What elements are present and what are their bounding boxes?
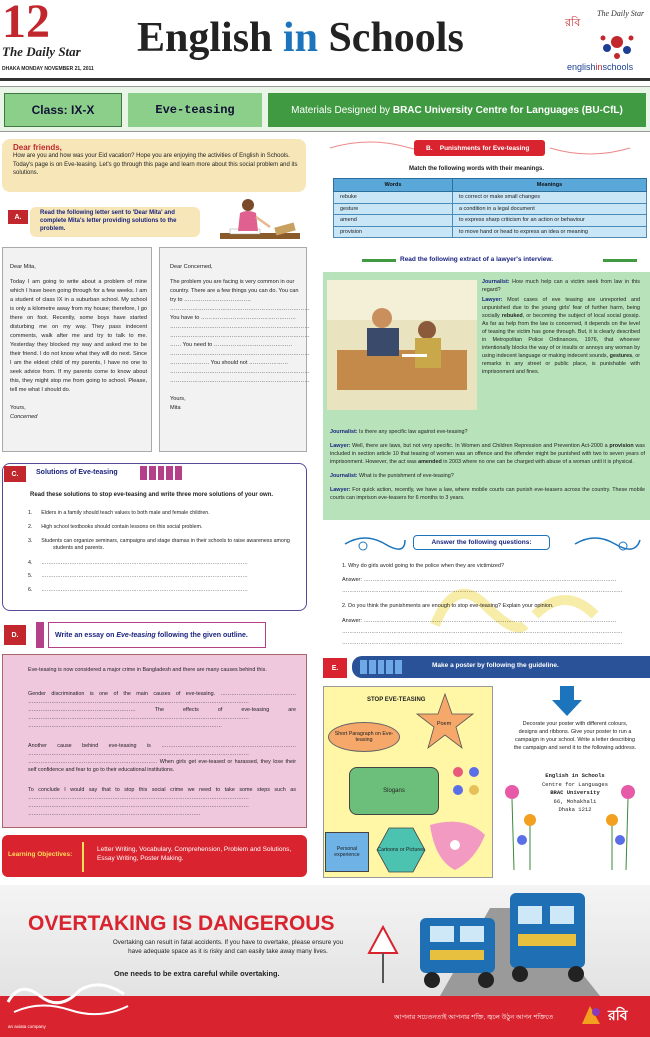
word-cell: amend [334, 215, 453, 227]
d-title-topic: Eve-teasing [116, 631, 156, 639]
dateline: DHAKA MONDAY NOVEMBER 21, 2011 [2, 66, 94, 72]
lawyer-interview-illustration-icon [327, 280, 477, 410]
lawyer-a1-part3: , or remarks in any street or public place, is punishable with imprisonment and fines. [482, 353, 640, 375]
solution-num: 4. [28, 560, 33, 566]
essay-p3[interactable]: Another cause behind eve-teasing is ………………………………………………………………… …………………………………………………………………………………………………………… ……………………………………………………………… When girls get eve-teased or harassed, they lose their self confidence and fear to go to their educational institutions. [28, 743, 296, 773]
col-meanings: Meanings [452, 179, 646, 192]
letter-to-mita-text [10, 263, 147, 422]
solution-blank[interactable] [28, 560, 298, 567]
logo-schools: schools [602, 62, 634, 72]
issue-number: 12 [2, 0, 50, 48]
title-schools: Schools [317, 15, 464, 61]
poster-heading: STOP EVE-TEASING [367, 697, 426, 703]
letter1-salutation: Dear Mita, [10, 264, 36, 270]
ad-company: an axiata company [8, 1024, 46, 1029]
ad-slogan: আপনার সচেতনতাই আপনার শক্তি, জ্বলে উঠুন আপন শক্তিতে [394, 1014, 554, 1021]
girl-writing-illustration-icon [200, 195, 306, 245]
match-table [333, 178, 647, 238]
section-e-label: E. [323, 658, 347, 678]
title-english: English [137, 15, 283, 61]
lawyer-a3: For quick action, recently, we have a law, where mobile courts can punish eve-teasers across the country. These mobile courts can imprison eve-teasers for 6 months to 3 years. [330, 487, 645, 501]
newspaper-name: The Daily Star [2, 44, 81, 59]
meaning-cell: to move hand or head to express an idea or meaning [452, 226, 646, 238]
letter2-line2[interactable]: ………………………………………………………………… [170, 306, 310, 312]
solution-num: 2. [28, 524, 33, 530]
addr-line2: Centre for Languages [541, 780, 608, 788]
flowers-decor-icon [500, 780, 640, 875]
poster-guideline: Decorate your poster with different colours, designs and ribbons. Give your poster to run a campaign in your school. Write a letter describing the campaign and send it to the following address. [513, 721, 637, 751]
learning-objectives-text: Letter Writing, Vocabulary, Comprehension, Problem and Solutions, Essay Writing, Poster Making. [97, 846, 292, 862]
solution-text: Students can organize seminars, campaigns and stage dramas in their schools to raise awareness among students and parents. [41, 538, 290, 551]
intro-text: How are you and how was your Eid vacation? Hope you are enjoying the activities of English in Schools. Today's page is on Eve-teasing. Let's go through this page and learn more about this social problem and its solutions. [13, 153, 298, 176]
letter2-line10[interactable]: ………………………………………………………………… [170, 378, 310, 384]
lawyer-a1-part1: Most cases of eve teasing are unreported and unpunished due to the young girls' fear of further harm, being socially [482, 297, 640, 319]
solution-item [28, 538, 298, 552]
answer-dots: ………………………………………………………………………………………………………………………… [363, 577, 617, 583]
bangla-calligraphy-logo-icon [0, 972, 140, 1022]
letter2-line9[interactable]: ………………………………………………………………… [170, 369, 310, 375]
addr-line4: 66, Mohakhali [553, 797, 597, 805]
journalist-q1: How much help can a victim seek from law in this regard? [482, 279, 640, 293]
letter2-line3[interactable]: You have to …………………………………………… [170, 315, 296, 321]
section-b-instruction: Match the following words with their meanings. [409, 166, 545, 172]
solution-item [28, 524, 298, 531]
table-row [334, 226, 647, 238]
meaning-cell: to express sharp criticism for an action or behaviour [452, 215, 646, 227]
keyword-rebuked: rebuked [501, 313, 523, 319]
poster-dots-icon [448, 762, 488, 822]
addr-line1: English in Schools [545, 772, 605, 779]
journalist-q2: Is there any specific law against eve-teasing? [357, 429, 468, 435]
section-d-label: D. [4, 625, 26, 645]
ad-title: OVERTAKING IS DANGEROUS [28, 912, 335, 935]
meaning-cell: to correct or make small changes [452, 192, 646, 204]
question-2: 2. Do you think the punishments are enough to stop eve-teasing? Explain your opinion. [342, 603, 554, 609]
journalist-label: Journalist: [482, 279, 510, 285]
section-b-title [414, 140, 545, 156]
letter1-signature: Concerned [10, 414, 38, 420]
letter-from-mita-text [170, 263, 310, 413]
keyword-gestures: gestures [609, 353, 633, 359]
section-c-decor-bars [140, 466, 182, 480]
section-d-decor-bar [36, 622, 44, 648]
table-row [334, 215, 647, 227]
answer-2-line[interactable] [342, 617, 642, 626]
english-in-schools-logo-icon [565, 4, 645, 62]
letter1-body: Today I am going to write about a problem of mine which I have been going through for a few weeks. I am a student of class IX in a suburban school. My school is only a kilometre away from my house; therefore, I go there on foot. Recently, some boys have started disturbing me on my way. They pass indecent comments, walk after me and try to talk to me. Yesterday they blocked my way and asked me to be their friend. I do not know what they will do next. Since I am the eldest child of my parents, I have no one to seek advice from. If my parents come to know about this, they might stop me from going to school. Please, tell me what I should do. [10, 279, 147, 393]
letter2-signature: Mita [170, 405, 181, 411]
word-cell: provision [334, 226, 453, 238]
no-overtaking-sign-icon [368, 925, 398, 985]
questions-title: Answer the following questions: [413, 535, 550, 550]
col-words: Words [334, 179, 453, 192]
answer-dots: ………………………………………………………………………………………………………………………… [363, 618, 617, 624]
solution-text: ……………………………………………………………………………………………………… [41, 573, 248, 579]
solution-text: ……………………………………………………………………………………………………… [41, 560, 248, 566]
logo-english: english [567, 62, 596, 72]
answer-label: Answer: [342, 618, 362, 624]
down-arrow-icon [552, 686, 582, 716]
essay-p1: Eve-teasing is now considered a major crime in Bangladesh and there are many causes behind this. [28, 667, 267, 673]
solution-text: High school textbooks should contain lessons on this social problem. [41, 524, 203, 530]
interview-heading: Read the following extract of a lawyer's interview. [400, 256, 554, 263]
answer-1-line2[interactable]: ……………………………………………………………………………………………………………………………………… [342, 588, 623, 594]
d-title-suffix: following the given outline. [157, 631, 248, 639]
letter1-closing: Yours, [10, 405, 26, 411]
lawyer-a1-part2: , or becoming the subject of local social gossip. As far as help from the law is concerned, it depends on the level of teasing the victim has gone through. But, it is clearly described in Metropolitan Police Ordinances, 1976, that whoever intentionally blocks the way of or insults or annoys any woman by using indecent language or making indecent sounds, [482, 313, 640, 359]
essay-p4[interactable]: To conclude I would say that to stop this social crime we need to take some steps such as …………………………………………………………………………………………………………… …………………………………………………………………………………………………………… …………………………………………………………………………………… [28, 787, 296, 817]
letter2-closing: Yours, [170, 396, 186, 402]
keyword-amended: amended [418, 459, 442, 465]
solution-num: 3. [28, 538, 33, 544]
lawyer-label: Lawyer: [330, 443, 351, 449]
page-title [137, 14, 464, 62]
solution-num: 6. [28, 587, 33, 593]
robi-brand-icon [580, 1004, 602, 1026]
ad-text: Overtaking can result in fatal accidents. If you have to overtake, please ensure you have adequate space as it is risky and can easily take away many lives. [112, 939, 344, 955]
letter2-line6[interactable]: …… You need to …………………………………… [170, 342, 293, 348]
materials-org: BRAC University Centre for Languages (BU-CfL) [392, 104, 623, 116]
poster-slogans: Slogans [349, 767, 439, 815]
solution-blank[interactable] [28, 587, 298, 594]
keyword-provision: provision [609, 443, 634, 449]
section-e-title: Make a poster by following the guideline. [432, 662, 559, 669]
poster-personal-experience: Personal experience [325, 832, 369, 872]
table-row [334, 192, 647, 204]
learning-objectives-divider [82, 842, 84, 872]
poster-short-paragraph: Short Paragraph on Eve-teasing [328, 722, 400, 752]
interview-rest [330, 428, 645, 502]
extract-decor-left [362, 259, 396, 262]
journalist-q3: What is the punishment of eve-teasing? [357, 473, 454, 479]
lawyer-label: Lawyer: [330, 487, 351, 493]
header-rule [0, 78, 650, 81]
essay-p2[interactable]: Gender discrimination is one of the main causes of eve-teasing. …………………………………… …………………………………………………………………………………………………………… …………………………………………………… The effects of eve-teasing are …………………………………………………………………………………………………………… ……………………………………………………………………………………………… [28, 691, 296, 729]
intro-greeting: Dear friends, [13, 143, 62, 152]
word-cell: gesture [334, 203, 453, 215]
section-b-label: B. [426, 144, 433, 152]
title-in: in [282, 15, 318, 61]
section-a-label: A. [8, 210, 28, 224]
robi-logo-text: রবি [565, 16, 581, 29]
table-row [334, 203, 647, 215]
section-e-decor-bars [360, 660, 402, 674]
question-1: 1. Why do girls avoid going to the police when they are victimized? [342, 563, 505, 569]
lawyer-a2-part1: Well, there are laws, but not very specific. In Women and Children Repression and Prevention Act-2000 a [350, 443, 610, 449]
interview-answer-1 [482, 278, 640, 376]
learning-objectives-heading: Learning Objectives: [8, 851, 73, 858]
solution-num: 1. [28, 510, 33, 516]
class-bar [0, 86, 650, 132]
logo-in: in [595, 62, 603, 72]
solution-item [28, 510, 298, 517]
word-cell: rebuke [334, 192, 453, 204]
extract-decor-right [603, 259, 637, 262]
answer-label: Answer: [342, 577, 362, 583]
lawyer-a2-part2: was included in section article 10 that teasing of women was an offence and the offender might be punished with two to seven years of imprisonment. However, the act was [330, 443, 645, 465]
letter2-salutation: Dear Concerned, [170, 264, 213, 270]
logo-caption [567, 62, 633, 72]
addr-line5: Dhaka 1212 [558, 806, 592, 813]
letter2-line7[interactable]: ………………………………………………………………… [170, 351, 310, 357]
lawyer-a2-part3: in 2003 where no one can be charged with abuse of a woman until it is physical. [441, 459, 634, 465]
section-c-title: Solutions of Eve-teasing [36, 469, 118, 476]
journalist-label: Journalist: [330, 473, 358, 479]
ad-strong-text: One needs to be extra careful while overtaking. [114, 969, 280, 978]
section-c-label: C. [4, 466, 26, 482]
section-c-instruction: Read these solutions to stop eve-teasing and write three more solutions of your own. [30, 492, 274, 498]
ad-brand: রবি [608, 1007, 628, 1023]
daily-star-logo-text: The Daily Star [597, 9, 645, 18]
letter2-line8[interactable]: ………………… You should not ………………… [170, 360, 289, 366]
lawyer-label: Lawyer: [482, 297, 503, 303]
materials-credit [268, 93, 646, 127]
solution-num: 5. [28, 573, 33, 579]
poster-poem: Poem [436, 721, 452, 727]
addr-line3: BRAC University [550, 789, 600, 796]
solution-text: Elders in a family should teach values to both male and female children. [41, 510, 210, 516]
answer-2-line2[interactable]: ……………………………………………………………………………………………………………………………………… [342, 629, 623, 635]
meaning-cell: a condition in a legal document [452, 203, 646, 215]
solution-text: ……………………………………………………………………………………………………… [41, 587, 248, 593]
trucks-illustration-icon [400, 888, 610, 996]
section-b-title-text: Punishments for Eve-teasing [439, 144, 530, 152]
letter2-line1[interactable]: The problem you are facing is very common in our country. There are a few things you can do. You can try to ……………………………… [170, 279, 299, 303]
section-d-title [48, 622, 266, 648]
letter2-line4[interactable]: ………………………………………………………………… [170, 324, 310, 330]
poster-cartoons: Cartoons or Pictures [377, 847, 425, 853]
materials-prefix: Materials Designed by [291, 104, 391, 116]
d-title-prefix: Write an essay on [55, 631, 115, 639]
answer-1-line[interactable] [342, 576, 642, 585]
class-label: Class: IX-X [4, 93, 122, 127]
journalist-label: Journalist: [330, 429, 358, 435]
topic-label: Eve-teasing [128, 93, 262, 127]
answer-2-line3[interactable]: ……………………………………………………………………………………………………………………………………… [342, 640, 623, 646]
poster-blob-icon [425, 815, 490, 875]
solution-blank[interactable] [28, 573, 298, 580]
section-a-instruction: Read the following letter sent to 'Dear Mita' and complete Mita's letter providing solutions to the problem. [40, 210, 177, 232]
letter2-line5[interactable]: ………………………………………………………………… [170, 333, 310, 339]
